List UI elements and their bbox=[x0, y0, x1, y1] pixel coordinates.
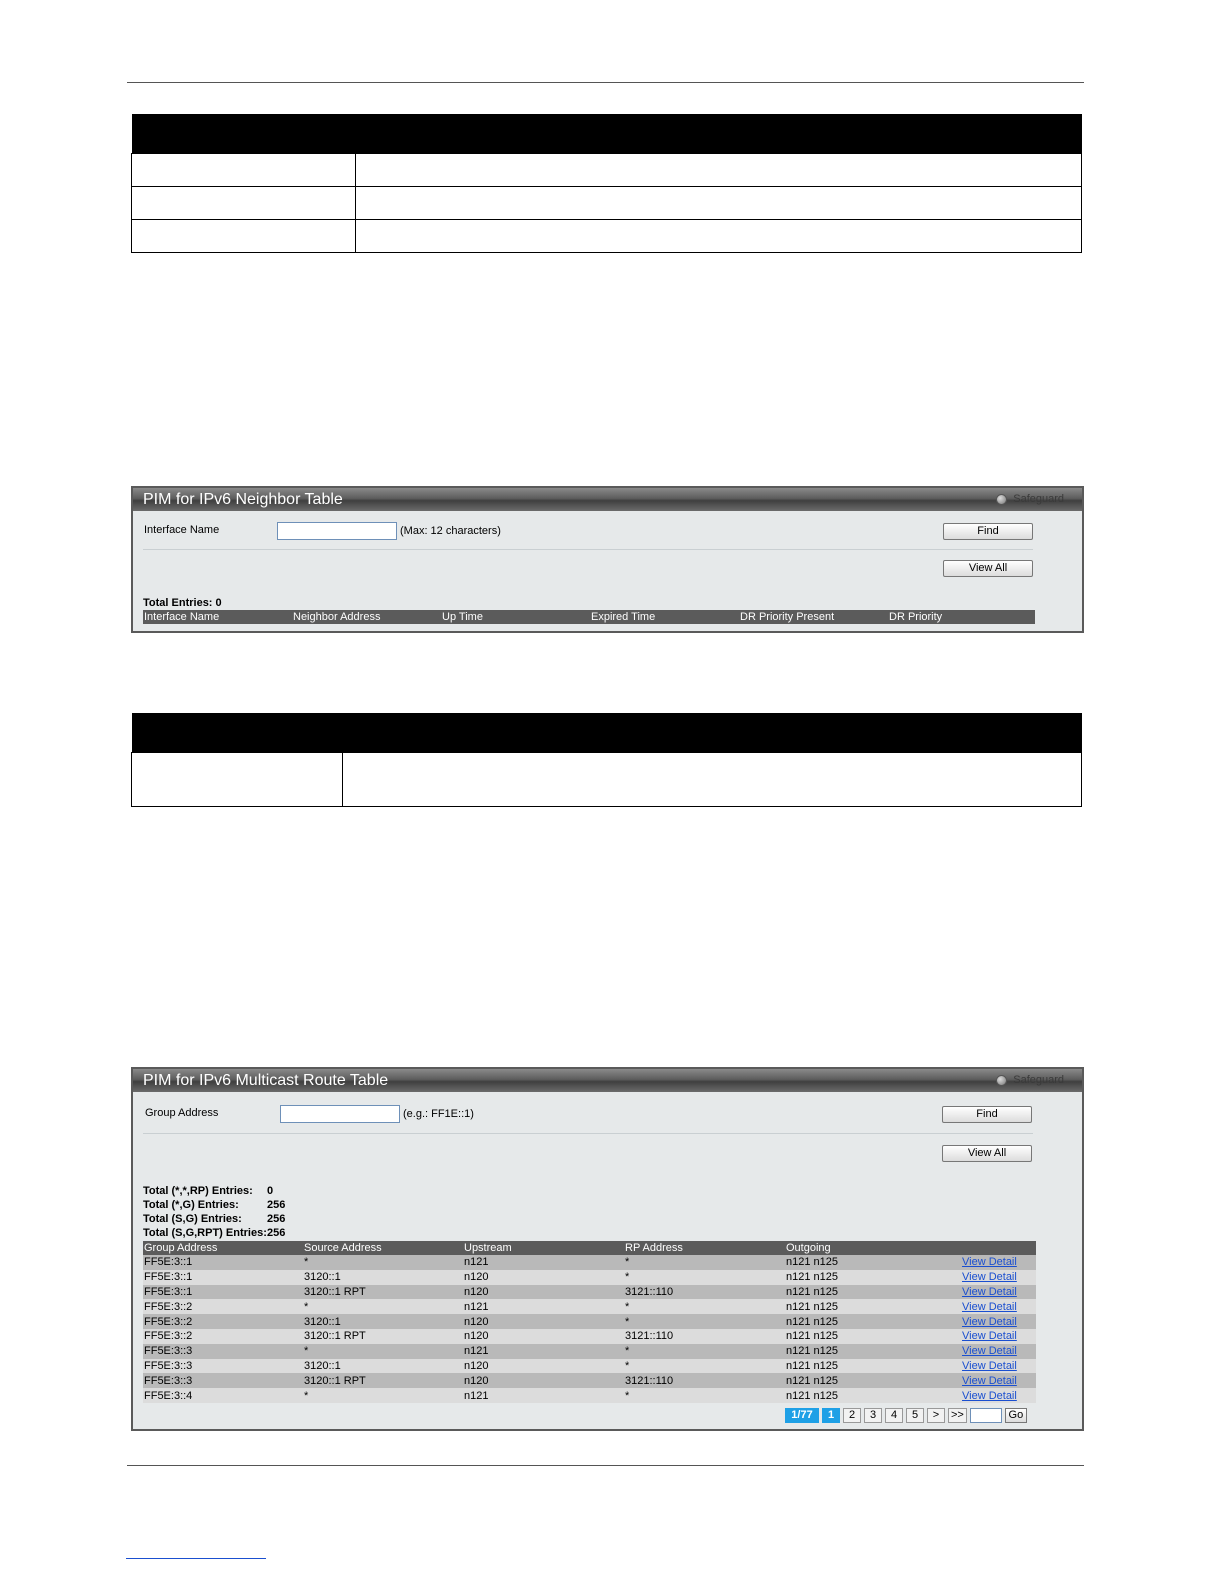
table-cell: 3121::110 bbox=[624, 1373, 785, 1388]
column-header: DR Priority bbox=[888, 610, 1035, 624]
go-button[interactable]: Go bbox=[1005, 1408, 1027, 1423]
table-cell: 3120::1 RPT bbox=[303, 1285, 463, 1300]
table-cell: * bbox=[624, 1388, 785, 1403]
interface-name-label: Interface Name bbox=[144, 524, 220, 536]
table-cell: FF5E:3::2 bbox=[143, 1299, 303, 1314]
table-row bbox=[143, 1344, 1036, 1359]
interface-name-input[interactable] bbox=[277, 522, 397, 540]
table-cell: n120 bbox=[463, 1314, 624, 1329]
group-address-hint: (e.g.: FF1E::1) bbox=[403, 1108, 474, 1120]
column-header: Outgoing bbox=[785, 1241, 961, 1255]
view-all-button[interactable]: View All bbox=[943, 560, 1033, 577]
table-cell: n121 n125 bbox=[785, 1373, 961, 1388]
table-row bbox=[143, 1359, 1036, 1374]
table-row bbox=[143, 1270, 1036, 1285]
column-header: DR Priority Present bbox=[739, 610, 888, 624]
view-detail-cell bbox=[961, 1285, 1036, 1300]
table-row bbox=[143, 1373, 1036, 1388]
table-cell: * bbox=[624, 1359, 785, 1374]
table-cell: 3120::1 bbox=[303, 1359, 463, 1374]
table-cell: n120 bbox=[463, 1285, 624, 1300]
table-row bbox=[143, 1285, 1036, 1300]
panel-title: PIM for IPv6 Neighbor Table bbox=[143, 491, 343, 508]
table-cell: n121 n125 bbox=[785, 1270, 961, 1285]
page-info: 1/77 bbox=[785, 1408, 819, 1423]
table-cell: 3121::110 bbox=[624, 1285, 785, 1300]
table-cell: 3120::1 bbox=[303, 1270, 463, 1285]
table-cell: 3120::1 RPT bbox=[303, 1373, 463, 1388]
column-header: Neighbor Address bbox=[292, 610, 441, 624]
table-cell: n121 bbox=[463, 1344, 624, 1359]
interface-name-hint: (Max: 12 characters) bbox=[400, 525, 501, 537]
view-detail-link[interactable]: View Detail bbox=[962, 1271, 1017, 1284]
table-row bbox=[143, 1255, 1036, 1270]
view-detail-link[interactable]: View Detail bbox=[962, 1315, 1017, 1328]
table-cell: FF5E:3::2 bbox=[143, 1329, 303, 1344]
table-cell: * bbox=[303, 1255, 463, 1270]
column-header: Upstream bbox=[463, 1241, 624, 1255]
view-detail-link[interactable]: View Detail bbox=[962, 1359, 1017, 1372]
page-jump-input[interactable] bbox=[970, 1408, 1002, 1423]
table-cell: n121 n125 bbox=[785, 1344, 961, 1359]
total-sg-entries: Total (S,G) Entries: 256 bbox=[143, 1213, 286, 1225]
table-cell: * bbox=[624, 1314, 785, 1329]
page-3-button[interactable]: 3 bbox=[864, 1408, 882, 1423]
page-4-button[interactable]: 4 bbox=[885, 1408, 903, 1423]
page-2-button[interactable]: 2 bbox=[843, 1408, 861, 1423]
table-cell: * bbox=[303, 1299, 463, 1314]
neighbor-table-panel bbox=[131, 486, 1084, 633]
table-cell: n120 bbox=[463, 1270, 624, 1285]
view-detail-cell bbox=[961, 1373, 1036, 1388]
total-entries: Total Entries: 0 bbox=[143, 597, 222, 609]
view-detail-cell bbox=[961, 1314, 1036, 1329]
description-table-1 bbox=[131, 114, 1082, 253]
table-cell: * bbox=[624, 1270, 785, 1285]
table-cell: FF5E:3::3 bbox=[143, 1344, 303, 1359]
footer-rule bbox=[127, 1465, 1084, 1466]
table-cell: * bbox=[303, 1388, 463, 1403]
table-row bbox=[143, 1329, 1036, 1344]
safeguard-indicator bbox=[996, 488, 1064, 511]
column-header: RP Address bbox=[624, 1241, 785, 1255]
table-cell: FF5E:3::1 bbox=[143, 1255, 303, 1270]
panel-title-bar bbox=[133, 488, 1082, 511]
pagination bbox=[785, 1408, 1027, 1423]
total-rp-entries: Total (*,*,RP) Entries: 0 bbox=[143, 1185, 274, 1197]
table-row bbox=[143, 1388, 1036, 1403]
group-address-input[interactable] bbox=[280, 1105, 400, 1123]
table-cell: n120 bbox=[463, 1359, 624, 1374]
view-detail-cell bbox=[961, 1255, 1036, 1270]
view-all-button[interactable]: View All bbox=[942, 1145, 1032, 1162]
table-row bbox=[143, 1299, 1036, 1314]
view-detail-cell bbox=[961, 1329, 1036, 1344]
route-totals bbox=[143, 1184, 343, 1240]
panel-title-bar bbox=[133, 1069, 1082, 1092]
table-cell: FF5E:3::4 bbox=[143, 1388, 303, 1403]
panel-title: PIM for IPv6 Multicast Route Table bbox=[143, 1072, 389, 1089]
table-cell: FF5E:3::2 bbox=[143, 1314, 303, 1329]
table-cell: n120 bbox=[463, 1329, 624, 1344]
table-header bbox=[132, 114, 1082, 153]
form-divider bbox=[143, 549, 1033, 550]
safeguard-label: Safeguard bbox=[1013, 493, 1064, 505]
find-button[interactable]: Find bbox=[943, 523, 1033, 540]
table-cell: * bbox=[624, 1255, 785, 1270]
table-cell: * bbox=[624, 1299, 785, 1314]
table-cell: n121 n125 bbox=[785, 1299, 961, 1314]
safeguard-label: Safeguard bbox=[1013, 1074, 1064, 1086]
table-cell: * bbox=[624, 1344, 785, 1359]
view-detail-cell bbox=[961, 1270, 1036, 1285]
table-cell: n121 n125 bbox=[785, 1255, 961, 1270]
view-detail-cell bbox=[961, 1388, 1036, 1403]
table-cell: n121 bbox=[463, 1388, 624, 1403]
table-header bbox=[132, 713, 1082, 752]
header-rule bbox=[127, 82, 1084, 83]
total-g-entries: Total (*,G) Entries: 256 bbox=[143, 1199, 286, 1211]
table-cell: n121 bbox=[463, 1255, 624, 1270]
table-cell: n121 n125 bbox=[785, 1359, 961, 1374]
table-cell: * bbox=[303, 1344, 463, 1359]
page-1-button[interactable]: 1 bbox=[822, 1408, 840, 1423]
safeguard-icon bbox=[996, 494, 1007, 505]
footnote-rule bbox=[126, 1558, 266, 1559]
table-cell: FF5E:3::3 bbox=[143, 1359, 303, 1374]
table-cell: 3121::110 bbox=[624, 1329, 785, 1344]
table-cell: FF5E:3::1 bbox=[143, 1285, 303, 1300]
column-header: Up Time bbox=[441, 610, 590, 624]
table-cell: FF5E:3::3 bbox=[143, 1373, 303, 1388]
view-detail-link[interactable]: View Detail bbox=[962, 1330, 1017, 1343]
find-button[interactable]: Find bbox=[942, 1106, 1032, 1123]
column-header: Source Address bbox=[303, 1241, 463, 1255]
safeguard-icon bbox=[996, 1075, 1007, 1086]
view-detail-link[interactable]: View Detail bbox=[962, 1374, 1017, 1387]
next-page-button[interactable]: > bbox=[927, 1408, 945, 1423]
view-detail-link[interactable]: View Detail bbox=[962, 1285, 1017, 1298]
view-detail-link[interactable]: View Detail bbox=[962, 1256, 1017, 1269]
neighbor-table bbox=[143, 610, 1035, 624]
view-detail-link[interactable]: View Detail bbox=[962, 1300, 1017, 1313]
table-cell: n121 n125 bbox=[785, 1314, 961, 1329]
view-detail-link[interactable]: View Detail bbox=[962, 1389, 1017, 1402]
view-detail-cell bbox=[961, 1359, 1036, 1374]
column-header: Interface Name bbox=[143, 610, 292, 624]
table-cell: n121 n125 bbox=[785, 1388, 961, 1403]
page-5-button[interactable]: 5 bbox=[906, 1408, 924, 1423]
group-address-label: Group Address bbox=[145, 1107, 219, 1119]
last-page-button[interactable]: >> bbox=[948, 1408, 967, 1423]
table-cell: 3120::1 RPT bbox=[303, 1329, 463, 1344]
route-table-panel bbox=[131, 1067, 1084, 1431]
table-cell: 3120::1 bbox=[303, 1314, 463, 1329]
route-table bbox=[143, 1241, 1036, 1403]
column-header bbox=[961, 1241, 1036, 1255]
table-cell: n121 n125 bbox=[785, 1329, 961, 1344]
total-sgrpt-entries: Total (S,G,RPT) Entries: 256 bbox=[143, 1227, 286, 1239]
column-header: Group Address bbox=[143, 1241, 303, 1255]
table-cell: n121 bbox=[463, 1299, 624, 1314]
view-detail-cell bbox=[961, 1299, 1036, 1314]
table-cell: FF5E:3::1 bbox=[143, 1270, 303, 1285]
description-table-2 bbox=[131, 713, 1082, 807]
view-detail-link[interactable]: View Detail bbox=[962, 1345, 1017, 1358]
table-row bbox=[143, 1314, 1036, 1329]
form-divider bbox=[143, 1133, 1033, 1134]
view-detail-cell bbox=[961, 1344, 1036, 1359]
column-header: Expired Time bbox=[590, 610, 739, 624]
table-cell: n121 n125 bbox=[785, 1285, 961, 1300]
table-cell: n120 bbox=[463, 1373, 624, 1388]
safeguard-indicator bbox=[996, 1069, 1064, 1092]
